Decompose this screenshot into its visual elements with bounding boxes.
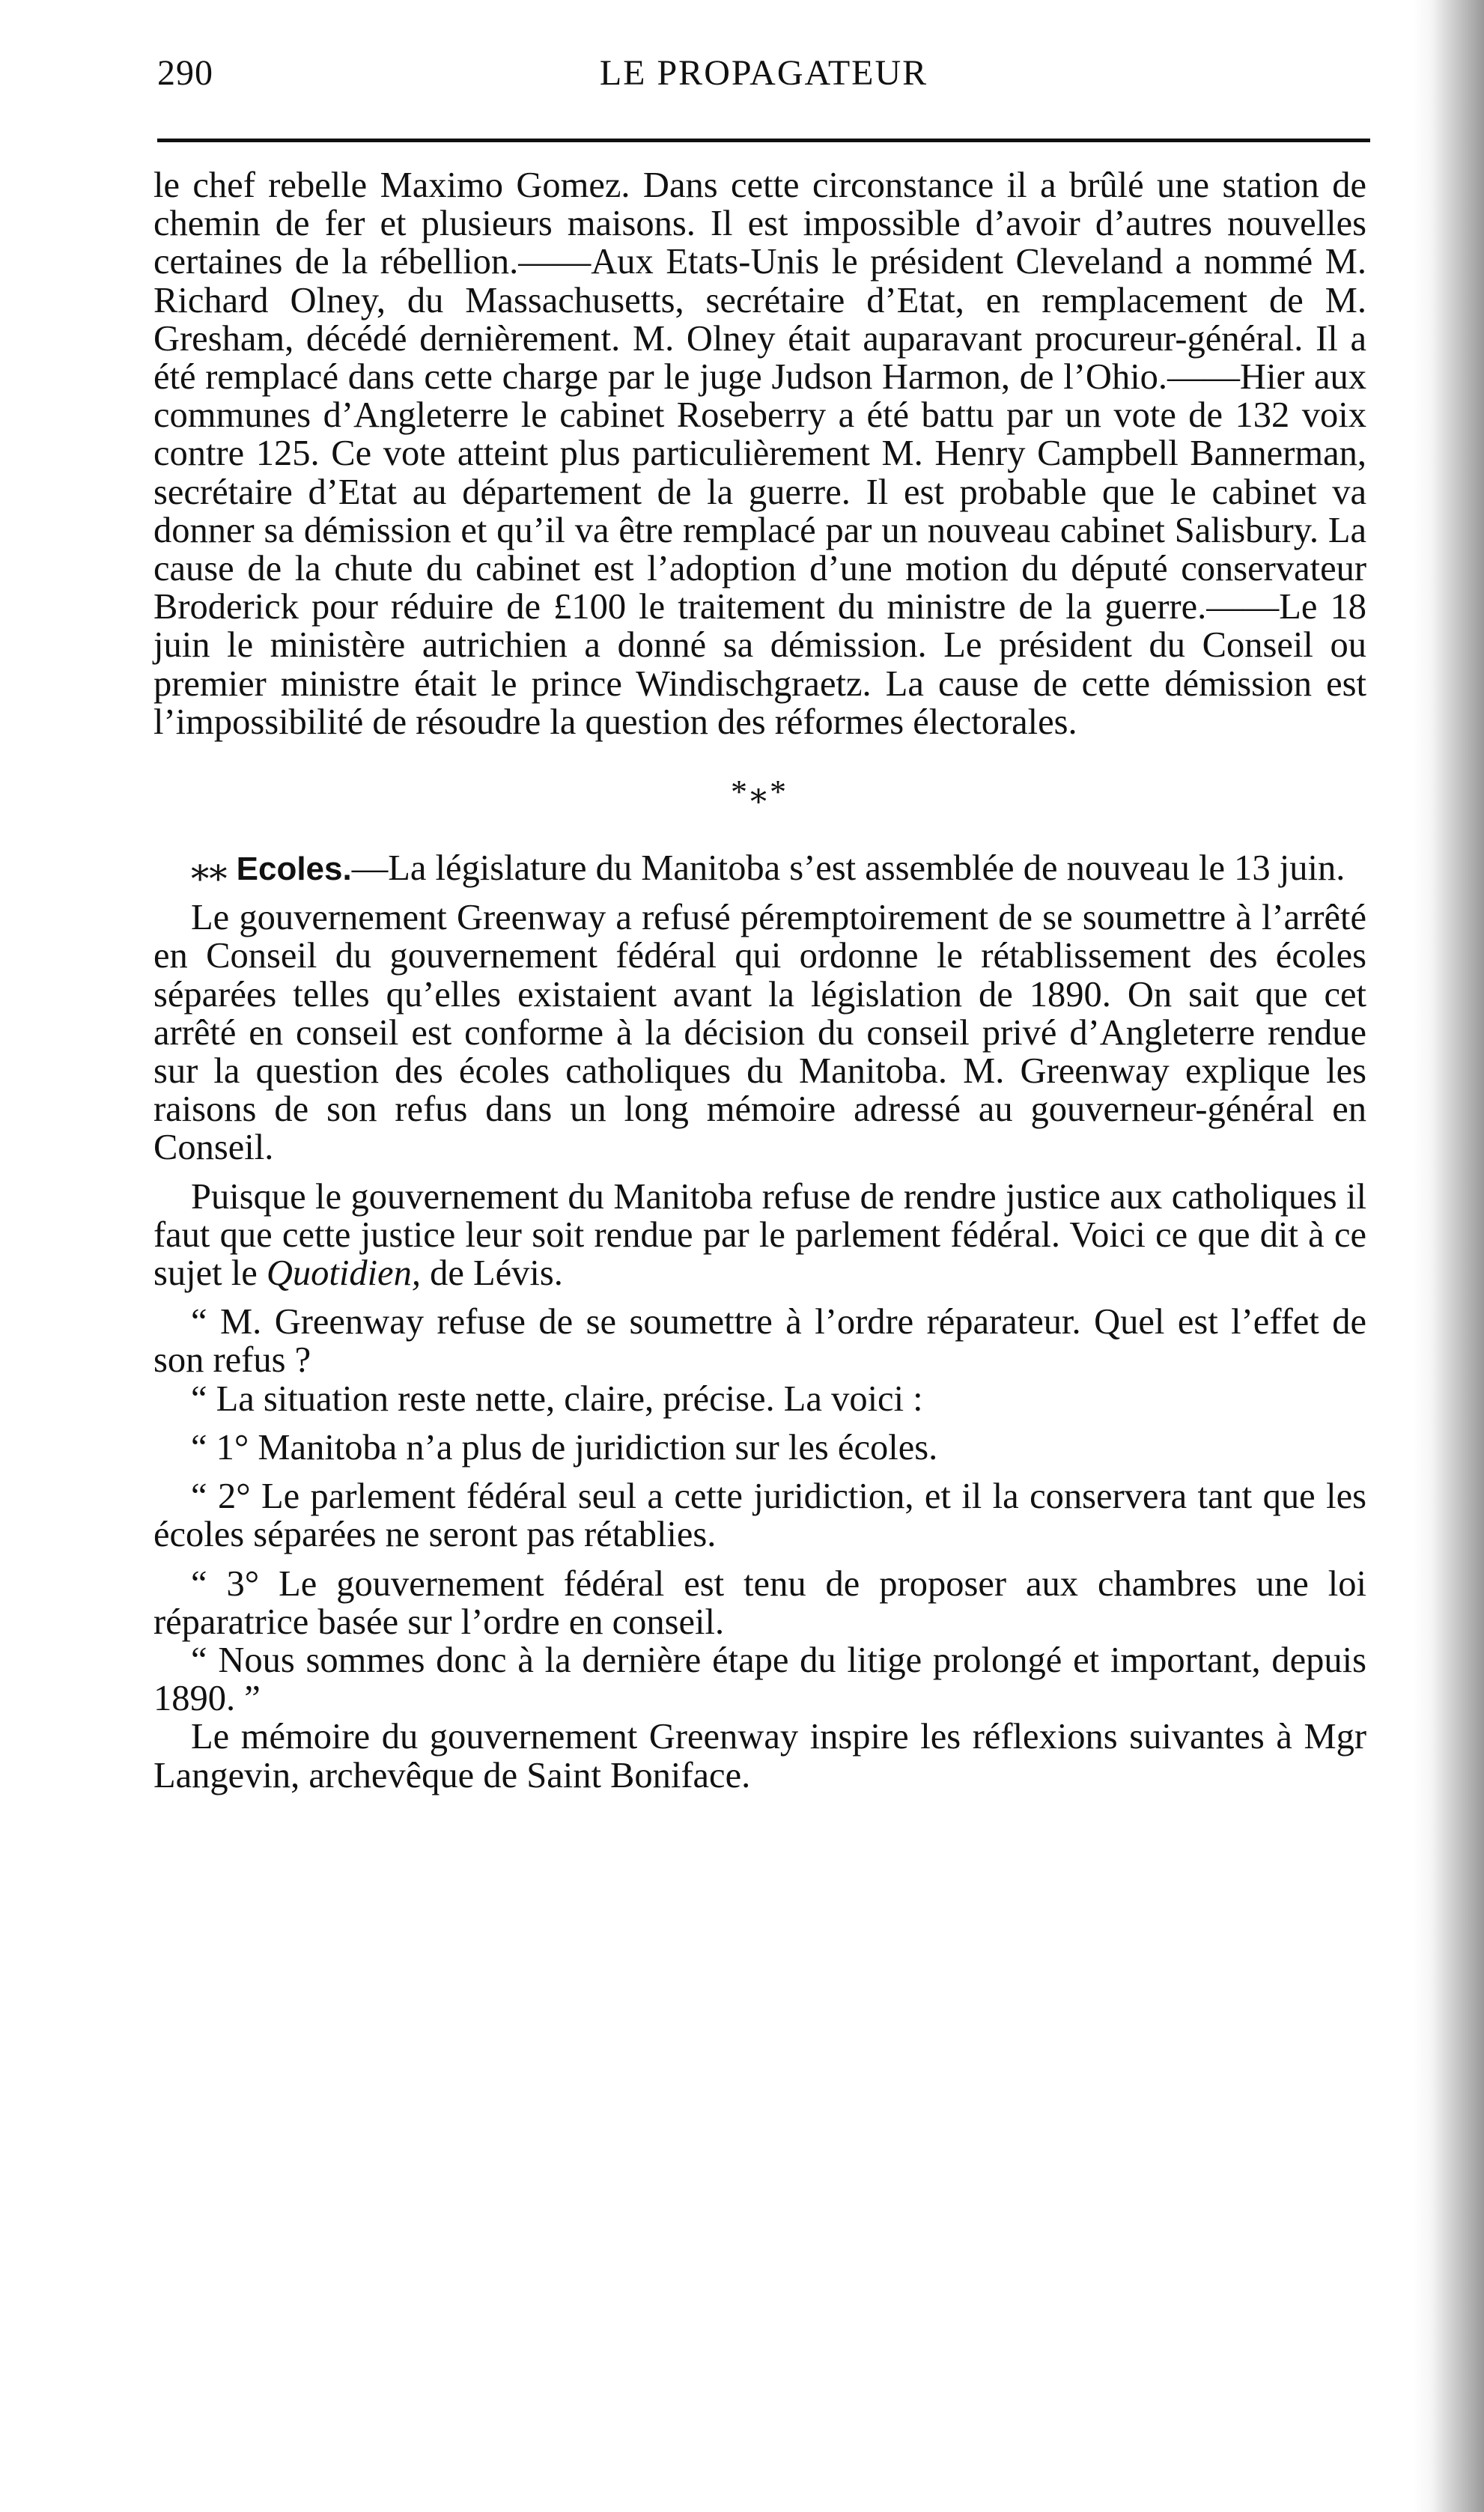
page-binding-edge	[1413, 0, 1484, 2512]
langevin-paragraph: Le mémoire du gouvernement Greenway inspire les réflexions suivantes à Mgr Langevin, archevêque de Saint Boniface.	[153, 1717, 1366, 1795]
section-separator-asterism: *⁎*	[731, 773, 789, 811]
page-body	[153, 166, 1366, 1795]
running-title: LE PROPAGATEUR	[599, 53, 928, 93]
page-number: 290	[157, 53, 213, 93]
greenway-paragraph: Le gouvernement Greenway a refusé péremptoirement de se soumettre à l’arrêté en Conseil du gouvernement fédéral qui ordonne le rétablissement des écoles séparées telles qu’elles existaient avant la législation de 1890. On sait que cet arrêté en conseil est conforme à la décision du conseil privé d’Angleterre rendue sur la question des écoles catholiques du Manitoba. M. Greenway explique les raisons de son refus dans un long mémoire adressé au gouverneur-général en Conseil.	[153, 898, 1366, 1168]
justice-paragraph	[153, 1178, 1366, 1293]
header-rule	[157, 139, 1370, 142]
page-header	[157, 52, 1370, 105]
quote-paragraph-3: “ 1° Manitoba n’a plus de juridiction sur les écoles.	[191, 1427, 938, 1468]
quote-paragraph-4: “ 2° Le parlement fédéral seul a cette juridiction, et il la conservera tant que les écoles séparées ne seront pas rétablies.	[153, 1477, 1366, 1555]
quote-paragraph-5: “ 3° Le gouvernement fédéral est tenu de proposer aux chambres une loi réparatrice basée sur l’ordre en conseil.	[153, 1563, 1366, 1642]
section-heading: Ecoles.	[236, 851, 352, 888]
schools-intro-text: —La législature du Manitoba s’est assemblée de nouveau le 13 juin.	[351, 848, 1345, 889]
section-asterism: ⁎⁎	[191, 848, 228, 889]
justice-text-after: de Lévis.	[420, 1253, 563, 1294]
quotidien-title: Quotidien,	[266, 1253, 421, 1294]
quote-paragraph-1: “ M. Greenway refuse de se soumettre à l’ordre réparateur. Quel est l’effet de son refus ?	[153, 1302, 1366, 1381]
quote-paragraph-2: “ La situation reste nette, claire, précise. La voici :	[191, 1378, 923, 1419]
news-paragraph: le chef rebelle Maximo Gomez. Dans cette circonstance il a brûlé une station de chemin de fer et plusieurs maisons. Il est impossible d’avoir d’autres nouvelles certaines de la rébellion.——Aux Etats-Unis le président Cleveland a nommé M. Richard Olney, du Massachusetts, secrétaire d’Etat, en remplacement de M. Gresham, décédé dernièrement. M. Olney était auparavant procureur-général. Il a été remplacé dans cette charge par le juge Judson Harmon, de l’Ohio.——Hier aux communes d’Angleterre le cabinet Roseberry a été battu par un vote de 132 voix contre 125. Ce vote atteint plus particulièrement M. Henry Campbell Bannerman, secrétaire d’Etat au département de la guerre. Il est probable que le cabinet va donner sa démission et qu’il va être remplacé par un nouveau cabinet Salisbury. La cause de la chute du cabinet est l’adoption d’une motion du député conservateur Broderick pour réduire de £100 le traitement du ministre de la guerre.——Le 18 juin le ministère autrichien a donné sa démission. Le président du Conseil ou premier ministre était le prince Windischgraetz. La cause de cette démission est l’impossibilité de résoudre la question des réformes électorales.	[153, 165, 1366, 742]
schools-intro-paragraph	[153, 849, 1366, 888]
quote-paragraph-6: “ Nous sommes donc à la dernière étape du litige prolongé et important, depuis 1890. ”	[153, 1640, 1366, 1719]
justice-text-before: Puisque le gouvernement du Manitoba refuse de rendre justice aux catholiques il faut que cette justice leur soit rendue par le parlement fédéral. Voici ce que dit à ce sujet le	[153, 1176, 1366, 1294]
